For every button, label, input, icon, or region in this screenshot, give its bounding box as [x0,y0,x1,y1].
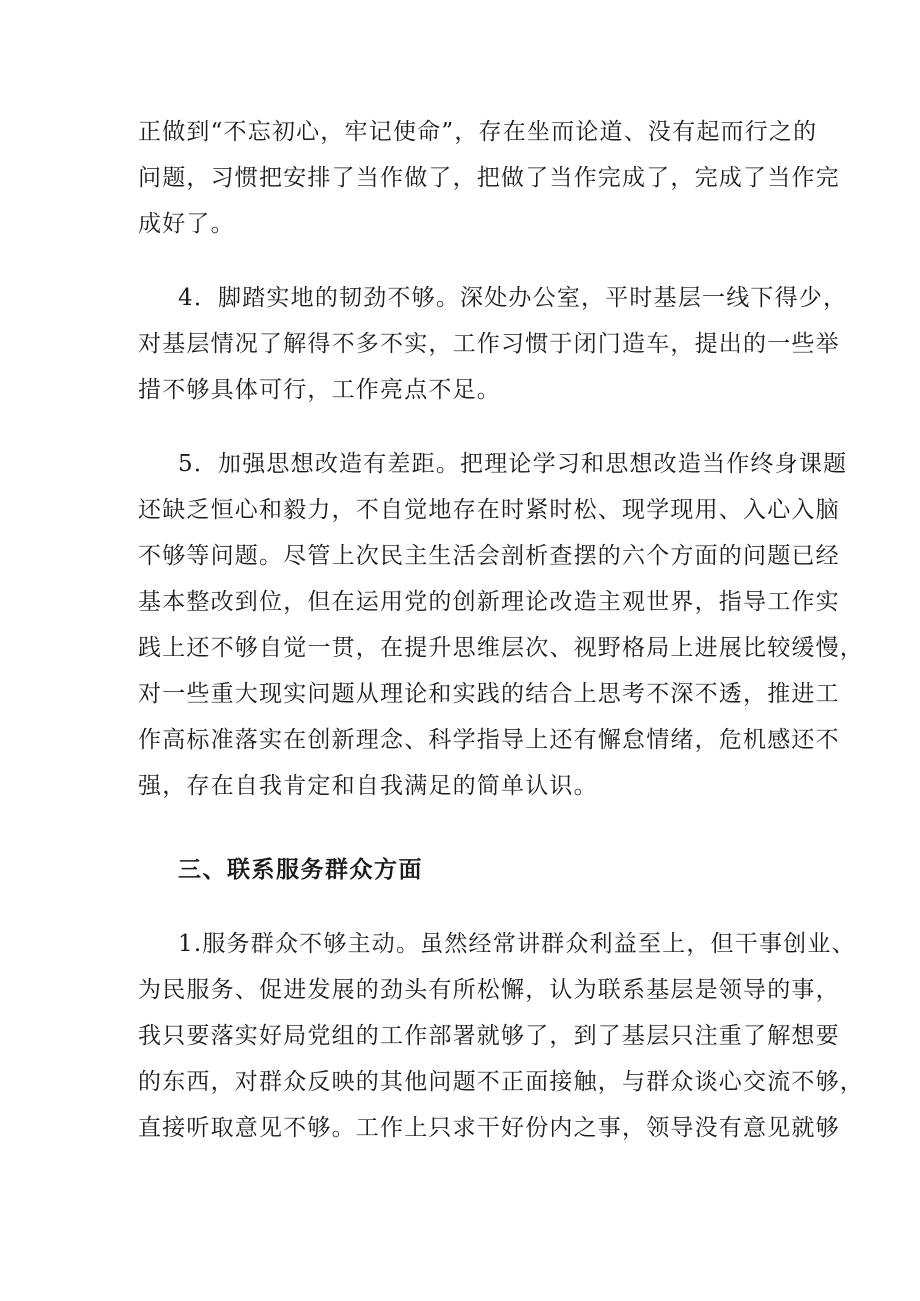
paragraph-line: 成好了。 [138,211,235,237]
paragraph-line: 问题，习惯把安排了当作做了，把做了当作完成了，完成了当作完 [138,165,840,191]
paragraph-line: 措不够具体可行，工作亮点不足。 [138,377,501,403]
paragraph-line: 5．加强思想改造有差距。把理论学习和思想改造当作终身课题 [178,451,848,477]
paragraph-line: 我只要落实好局党组的工作部署就够了，到了基层只注重了解想要 [138,1023,840,1049]
paragraph-line: 直接听取意见不够。工作上只求干好份内之事，领导没有意见就够 [138,1115,840,1141]
paragraph-line: 基本整改到位，但在运用党的创新理论改造主观世界，指导工作实 [138,589,840,615]
paragraph-line: 正做到“不忘初心，牢记使命”，存在坐而论道、没有起而行之的 [138,119,818,145]
paragraph-line: 1.服务群众不够主动。虽然经常讲群众利益至上，但干事创业、 [178,931,856,957]
paragraph-line: 强，存在自我肯定和自我满足的简单认识。 [138,773,598,799]
paragraph-line: 的东西，对群众反映的其他问题不正面接触，与群众谈心交流不够， [138,1069,864,1095]
paragraph-line: 4．脚踏实地的韧劲不够。深处办公室，平时基层一线下得少， [178,285,848,311]
paragraph-line: 对一些重大现实问题从理论和实践的结合上思考不深不透，推进工 [138,681,840,707]
paragraph-line: 不够等问题。尽管上次民主生活会剖析查摆的六个方面的问题已经 [138,543,840,569]
paragraph-line: 为民服务、促进发展的劲头有所松懈，认为联系基层是领导的事， [138,977,840,1003]
paragraph-line: 作高标准落实在创新理念、科学指导上还有懈怠情绪，危机感还不 [138,727,840,753]
paragraph-line: 践上还不够自觉一贯，在提升思维层次、视野格局上进展比较缓慢， [138,635,864,661]
paragraph-line: 对基层情况了解得不多不实，工作习惯于闭门造车，提出的一些举 [138,331,840,357]
section-heading: 三、联系服务群众方面 [178,856,423,883]
paragraph-line: 还缺乏恒心和毅力，不自觉地存在时紧时松、现学现用、入心入脑 [138,497,840,523]
